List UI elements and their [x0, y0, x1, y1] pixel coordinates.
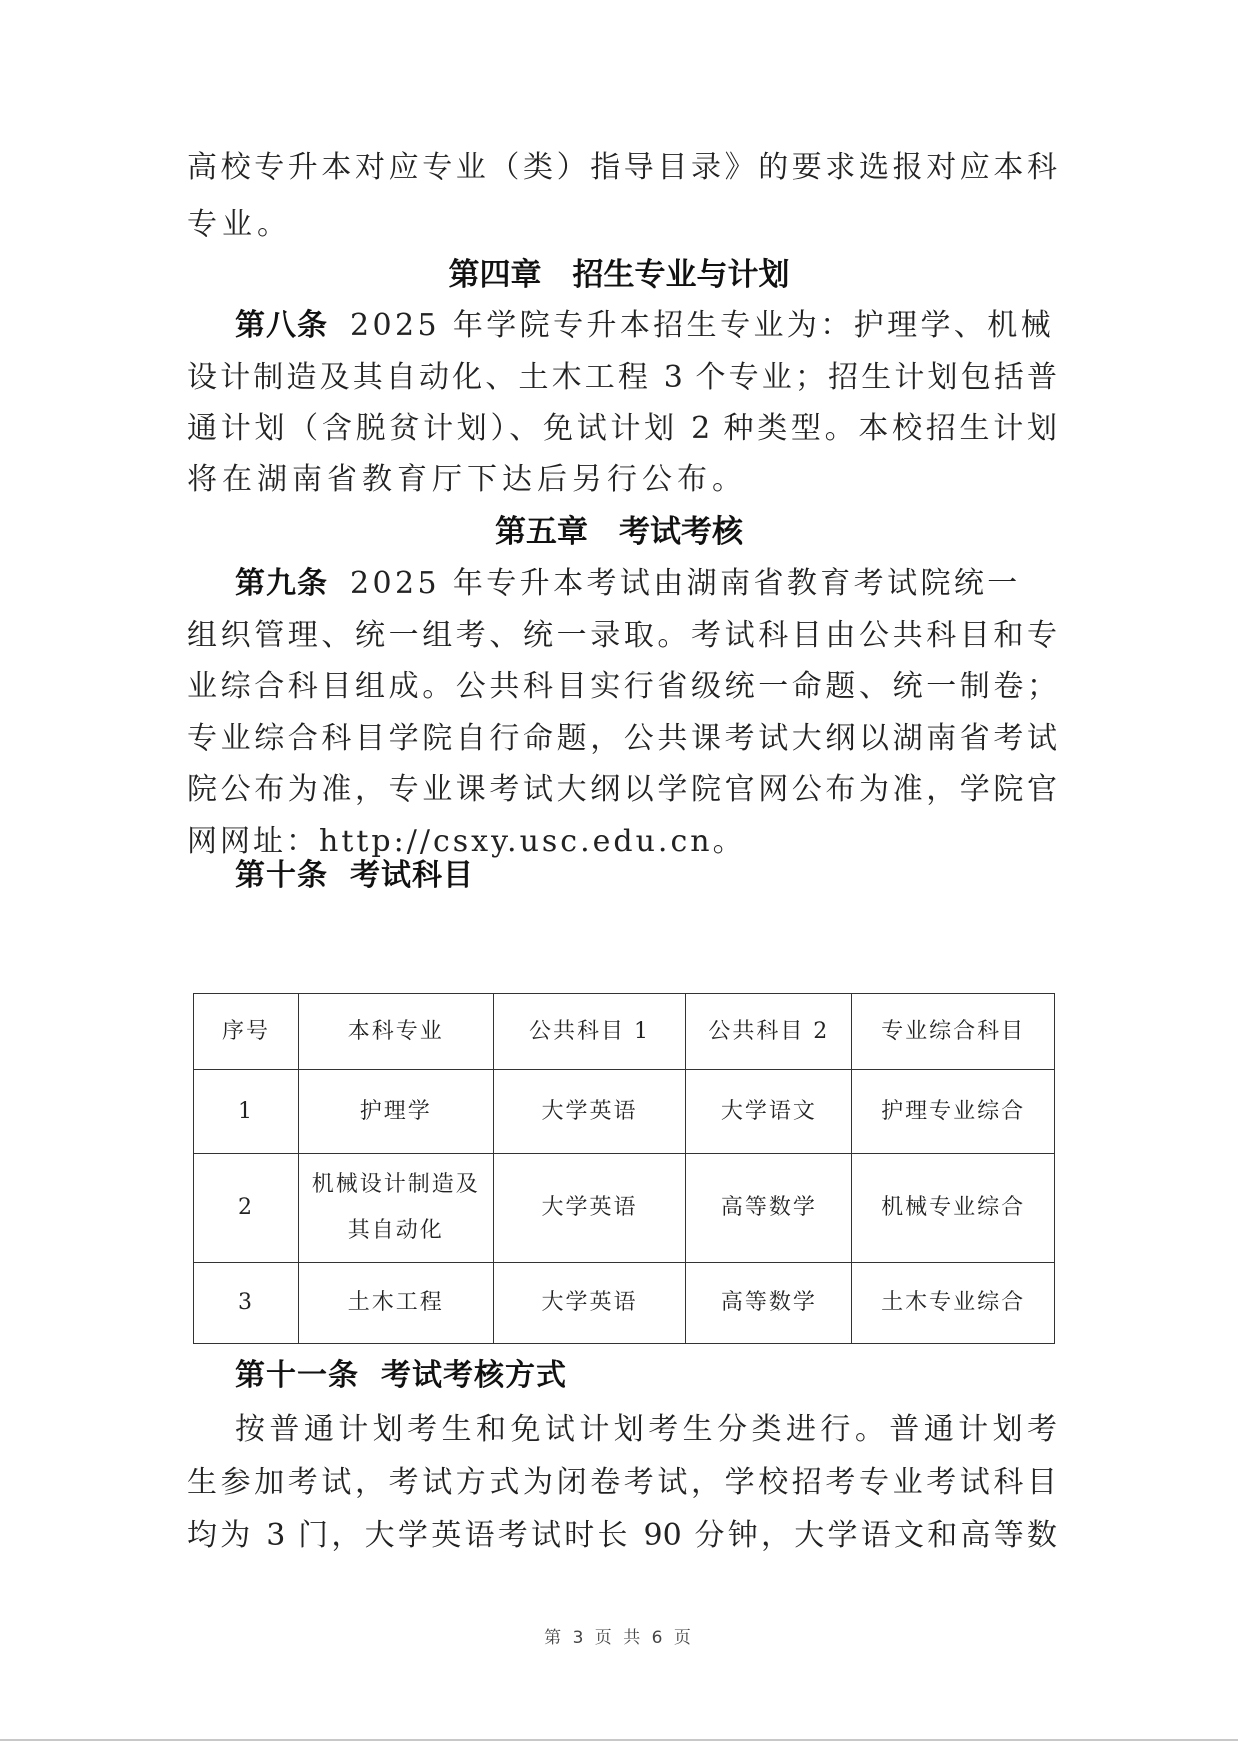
scan-edge-line: [0, 1739, 1238, 1741]
paragraph-line: 通计划（含脱贫计划）、免试计划 2 种类型。本校招生计划: [187, 411, 1057, 446]
chapter-heading: 第四章 招生专业与计划: [448, 257, 790, 293]
cell-index: 1: [194, 1070, 299, 1154]
cell-public-subject-1: 大学英语: [493, 1263, 686, 1344]
article-title: 考试科目: [350, 858, 474, 893]
table-row: [194, 1070, 1055, 1154]
header-cell-public-subject-2: 公共科目 2: [686, 994, 852, 1070]
cell-major-line: 机械设计制造及: [311, 1172, 480, 1197]
cell-public-subject-2: 大学语文: [686, 1070, 852, 1154]
chapter-heading: 第五章 考试考核: [495, 514, 743, 550]
table-row: [194, 1154, 1055, 1263]
article-title: 考试考核方式: [381, 1358, 567, 1393]
paragraph-text: 2025 年学院专升本招生专业为：护理学、机械: [350, 308, 1055, 343]
article-8-first-line: [235, 306, 1057, 346]
paragraph-line: 均为 3 门，大学英语考试时长 90 分钟，大学语文和高等数: [187, 1518, 1057, 1553]
paragraph-line: 按普通计划考生和免试计划考生分类进行。普通计划考: [235, 1412, 1057, 1447]
paragraph-line: 组织管理、统一组考、统一录取。考试科目由公共科目和专: [187, 618, 1057, 653]
article-label: 第九条: [235, 566, 328, 601]
paragraph-line: 高校专升本对应专业（类）指导目录》的要求选报对应本科: [187, 150, 1057, 185]
paragraph-line: 业综合科目组成。公共科目实行省级统一命题、统一制卷；: [187, 669, 1057, 704]
cell-major-line: 其自动化: [347, 1218, 444, 1243]
article-label: 第八条: [235, 308, 328, 343]
article-9-first-line: [235, 564, 1057, 604]
exam-subjects-table: [193, 993, 1055, 1344]
cell-public-subject-1: 大学英语: [493, 1154, 686, 1263]
header-cell-index: 序号: [194, 994, 299, 1070]
cell-major: 护理学: [298, 1070, 493, 1154]
header-cell-major: 本科专业: [298, 994, 493, 1070]
paragraph-line-url: 网网址：http://csxy.usc.edu.cn。: [187, 824, 746, 859]
cell-index: 3: [194, 1263, 299, 1344]
cell-professional-subject: 机械专业综合: [852, 1154, 1055, 1263]
paragraph-line: 将在湖南省教育厅下达后另行公布。: [187, 462, 747, 497]
cell-professional-subject: 土木专业综合: [852, 1263, 1055, 1344]
paragraph-line: 设计制造及其自动化、土木工程 3 个专业；招生计划包括普: [187, 360, 1057, 395]
paragraph-text: 2025 年专升本考试由湖南省教育考试院统一: [350, 566, 1021, 601]
cell-public-subject-1: 大学英语: [493, 1070, 686, 1154]
article-11-heading: [235, 1356, 1105, 1396]
header-cell-professional-subject: 专业综合科目: [852, 994, 1055, 1070]
cell-major: 土木工程: [298, 1263, 493, 1344]
cell-professional-subject: 护理专业综合: [852, 1070, 1055, 1154]
article-10-heading: [235, 856, 1105, 896]
page-number: 第 3 页 共 6 页: [544, 1628, 694, 1648]
table-row: [194, 1263, 1055, 1344]
cell-index: 2: [194, 1154, 299, 1263]
paragraph-line: 专业综合科目学院自行命题，公共课考试大纲以湖南省考试: [187, 721, 1057, 756]
paragraph-line: 生参加考试，考试方式为闭卷考试，学校招考专业考试科目: [187, 1465, 1057, 1500]
table-header-row: [194, 994, 1055, 1070]
article-label: 第十条: [235, 858, 328, 893]
cell-public-subject-2: 高等数学: [686, 1263, 852, 1344]
paragraph-line: 院公布为准，专业课考试大纲以学院官网公布为准，学院官: [187, 772, 1057, 807]
header-cell-public-subject-1: 公共科目 1: [493, 994, 686, 1070]
paragraph-line: 专业。: [187, 207, 292, 242]
cell-major: [298, 1154, 493, 1263]
article-label: 第十一条: [235, 1358, 359, 1393]
cell-public-subject-2: 高等数学: [686, 1154, 852, 1263]
